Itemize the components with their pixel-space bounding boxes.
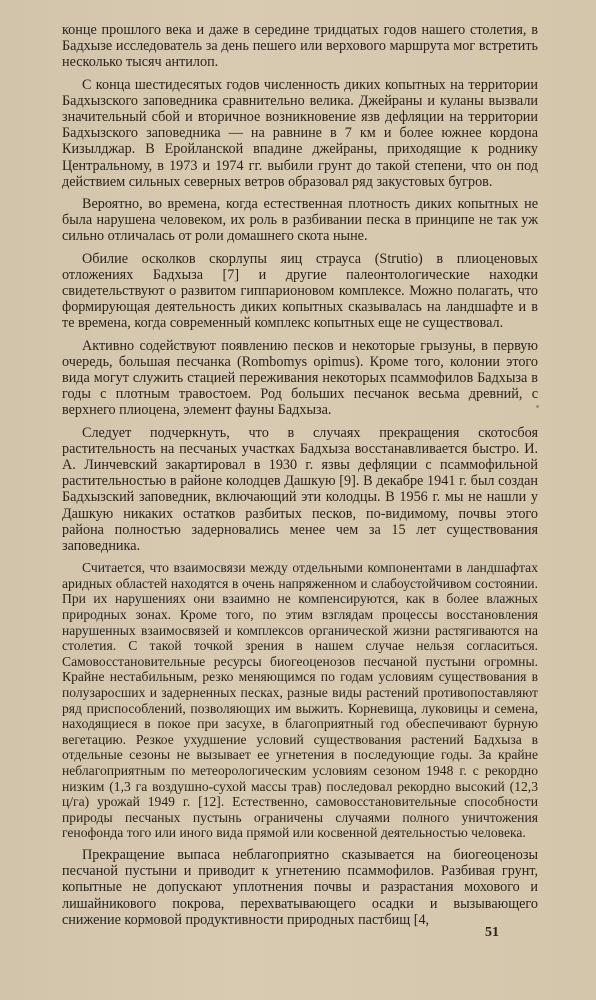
paragraph-2: С конца шестидесятых годов численность диких копытных на территории Бадхызского заповедника сравнительно велика. Джейраны и куланы вызвали значительный сбой и вторичное возникновение язв дефляции на территории Бадхызского заповедника — на равнине в 7 км и более южнее кордона Кизылджар. В Еройланской впадине джейраны, приходящие к роднику Центральному, в 1973 и 1974 гг. выбили грунт до такой степени, что он под действием сильных северных ветров образовал ряд закустовых бугров.: [62, 76, 538, 190]
paper-speck: [536, 405, 539, 408]
page-body-text: [62, 22, 538, 928]
paragraph-6: Следует подчеркнуть, что в случаях прекращения скотосбоя растительность на песчаных участках Бадхыза восстанавливается быстро. И. А. Линчевский закартировал в 1930 г. язвы дефляции с псаммофильной растительностью в районе колодцев Дашкую [9]. В декабре 1941 г. был создан Бадхызский заповедник, включающий эти колодцы. В 1956 г. мы не нашли у Дашкую никаких остатков разбитых песков, по-видимому, почвы этого района полностью задерновались менее чем за 15 лет существования заповедника.: [62, 424, 538, 555]
paragraph-3: Вероятно, во времена, когда естественная плотность диких копытных не была нарушена человеком, их роль в разбивании песка в принципе не так уж сильно отличалась от роли домашнего скота ныне.: [62, 196, 538, 245]
paragraph-7: Считается, что взаимосвязи между отдельными компонентами в ландшафтах аридных областей находятся в очень напряженном и слабоустойчивом состоянии. При их нарушениях они взаимно не компенсируются, как в более влажных природных зонах. Кроме того, по этим взглядам процессы восстановления нарушенных взаимосвязей и комплексов органической жизни растягиваются на столетия. С такой точкой зрения в нашем случае нельзя согласиться. Самовосстановительные ресурсы биогеоценозов песчаной пустыни огромны. Крайне нестабильным, резко меняющимся по годам условиям существования в полузаросших и задерненных песках, разные виды растений противопоставляют ряд приспособлений, позволяющих им выжить. Корневища, луковицы и семена, находящиеся в покое при засухе, в благоприятный год обеспечивают бурную вегетацию. Резкое ухудшение условий существования растений Бадхыза в отдельные сезоны не вызывает ее угнетения в последующие годы. За крайне неблагоприятным по метеорологическим условиям сезоном 1948 г. с рекордно низким (1,3 га воздушно-сухой массы трав) последовал рекордно высокий (12,3 ц/га) урожай 1949 г. [12]. Естественно, самовосстановительные способности природы песчаных пустынь ограничены случаями полного уничтожения генофонда того или иного вида прямой или косвенной деятельностью человека.: [62, 560, 538, 841]
paragraph-4: Обилие осколков скорлупы яиц страуса (Strutio) в плиоценовых отложениях Бадхыза [7] и другие палеонтологические находки свидетельствуют о развитом гиппарионовом комплексе. Можно полагать, что формирующая деятельность диких копытных сказывалась на ландшафте и в те времена, когда современный комплекс копытных еще не существовал.: [62, 250, 538, 332]
page-number: 51: [485, 925, 499, 940]
paragraph-8: Прекращение выпаса неблагоприятно сказывается на биогеоценозы песчаной пустыни и приводит к угнетению псаммофилов. Разбивая грунт, копытные не допускают уплотнения почвы и разрастания мохового и лишайникового покрова, перехватывающего осадки и вызывающего снижение кормовой продуктивности природных пастбищ [4,: [62, 846, 538, 928]
paragraph-5: Активно содействуют появлению песков и некоторые грызуны, в первую очередь, большая песчанка (Rombomys opimus). Кроме того, колонии этого вида могут служить стацией переживания некоторых псаммофилов Бадхыза в годы с плотным травостоем. Род больших песчанок весьма древний, с верхнего плиоцена, элемент фауны Бадхыза.: [62, 337, 538, 419]
paragraph-1: конце прошлого века и даже в середине тридцатых годов нашего столетия, в Бадхызе исследователь за день пешего или верхового маршрута мог встретить несколько тысяч антилоп.: [62, 22, 538, 71]
